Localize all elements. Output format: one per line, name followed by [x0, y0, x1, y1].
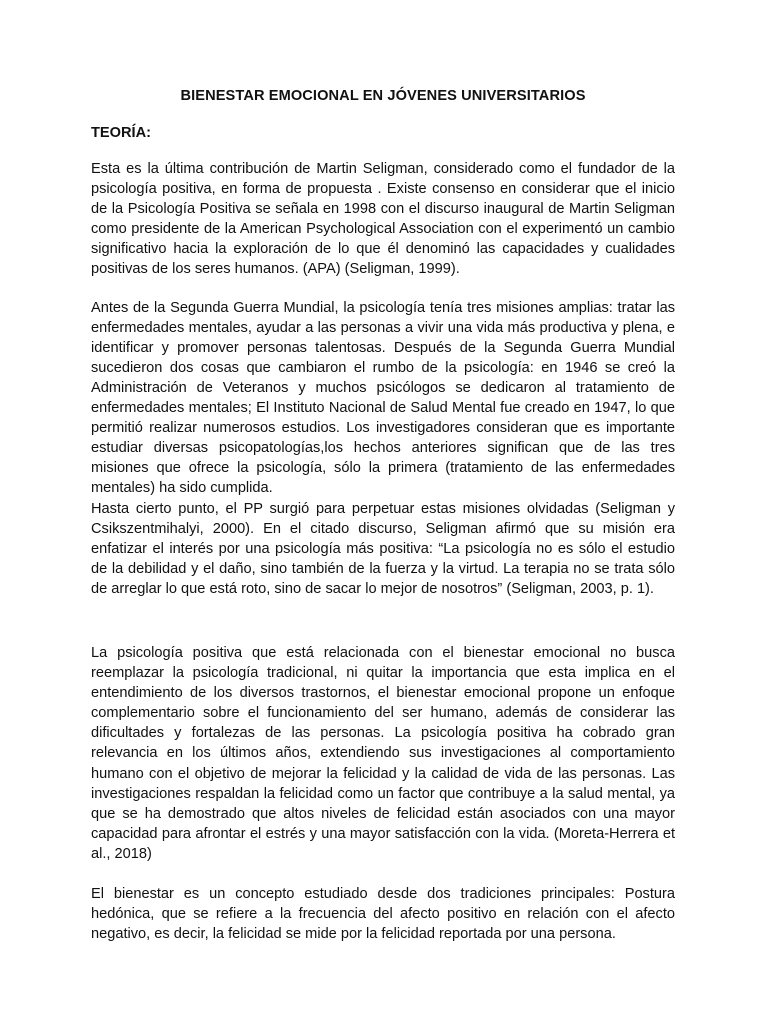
document-page	[91, 86, 675, 944]
section-heading-teoria: TEORÍA:	[91, 125, 151, 141]
paragraph-tradiciones: El bienestar es un concepto estudiado desde dos tradiciones principales: Postura hedónica, que se refiere a la frecuencia del afecto positivo en relación con el afecto negativo, es decir, la felicidad se mide por la felicidad reportada por una persona.	[91, 886, 675, 943]
paragraph-bienestar-emocional: La psicología positiva que está relacionada con el bienestar emocional no busca reemplazar la psicología tradicional, ni quitar la importancia que esta implica en el entendimiento de los diversos trastornos, el bienestar emocional propone un enfoque complementario sobre el funcionamiento del ser humano, además de considerar las dificultades y fortalezas de las personas. La psicología positiva ha cobrado gran relevancia en los últimos años, extendiendo sus investigaciones al comportamiento humano con el objetivo de mejorar la felicidad y la calidad de vida de las personas. Las investigaciones respaldan la felicidad como un factor que contribuye a la salud mental, ya que se ha demostrado que altos niveles de felicidad están asociados con una mayor capacidad para afrontar el estrés y una mayor satisfacción con la vida. (Moreta-Herrera et al., 2018)	[91, 644, 675, 862]
paragraph-segunda-guerra: Antes de la Segunda Guerra Mundial, la psicología tenía tres misiones amplias: tratar las enfermedades mentales, ayudar a las personas a vivir una vida más productiva y plena, e identificar y promover personas talentosas. Después de la Segunda Guerra Mundial sucedieron dos cosas que cambiaron el rumbo de la psicología: en 1946 se creó la Administración de Veteranos y muchos psicólogos se dedicaron al tratamiento de enfermedades mentales; El Instituto Nacional de Salud Mental fue creado en 1947, lo que permitió realizar numerosos estudios. Los investigadores consideran que es importante estudiar diversas psicopatologías,los hechos anteriores significan que de las tres misiones que ofrece la psicología, sólo la primera (tratamiento de las enfermedades mentales) ha sido cumplida.	[91, 299, 675, 497]
paragraph-seligman-intro: Esta es la última contribución de Martin Seligman, considerado como el fundador de la psicología positiva, en forma de propuesta . Existe consenso en considerar que el inicio de la Psicología Positiva se señala en 1998 con el discurso inaugural de Martin Seligman como presidente de la American Psychological Association con el experimentó un cambio significativo hacia la exploración de lo que él denominó las capacidades y cualidades positivas de los seres humanos. (APA) (Seligman, 1999).	[91, 161, 675, 278]
paragraph-pp-misiones: Hasta cierto punto, el PP surgió para perpetuar estas misiones olvidadas (Seligman y Csikszentmihalyi, 2000). En el citado discurso, Seligman afirmó que su misión era enfatizar el interés por una psicología más positiva: “La psicología no es sólo el estudio de la debilidad y el daño, sino también de la fuerza y la virtud. La terapia no se trata sólo de arreglar lo que está roto, sino de sacar lo mejor de nosotros” (Seligman, 2003, p. 1).	[91, 500, 675, 597]
document-title: BIENESTAR EMOCIONAL EN JÓVENES UNIVERSITARIOS	[180, 88, 586, 104]
